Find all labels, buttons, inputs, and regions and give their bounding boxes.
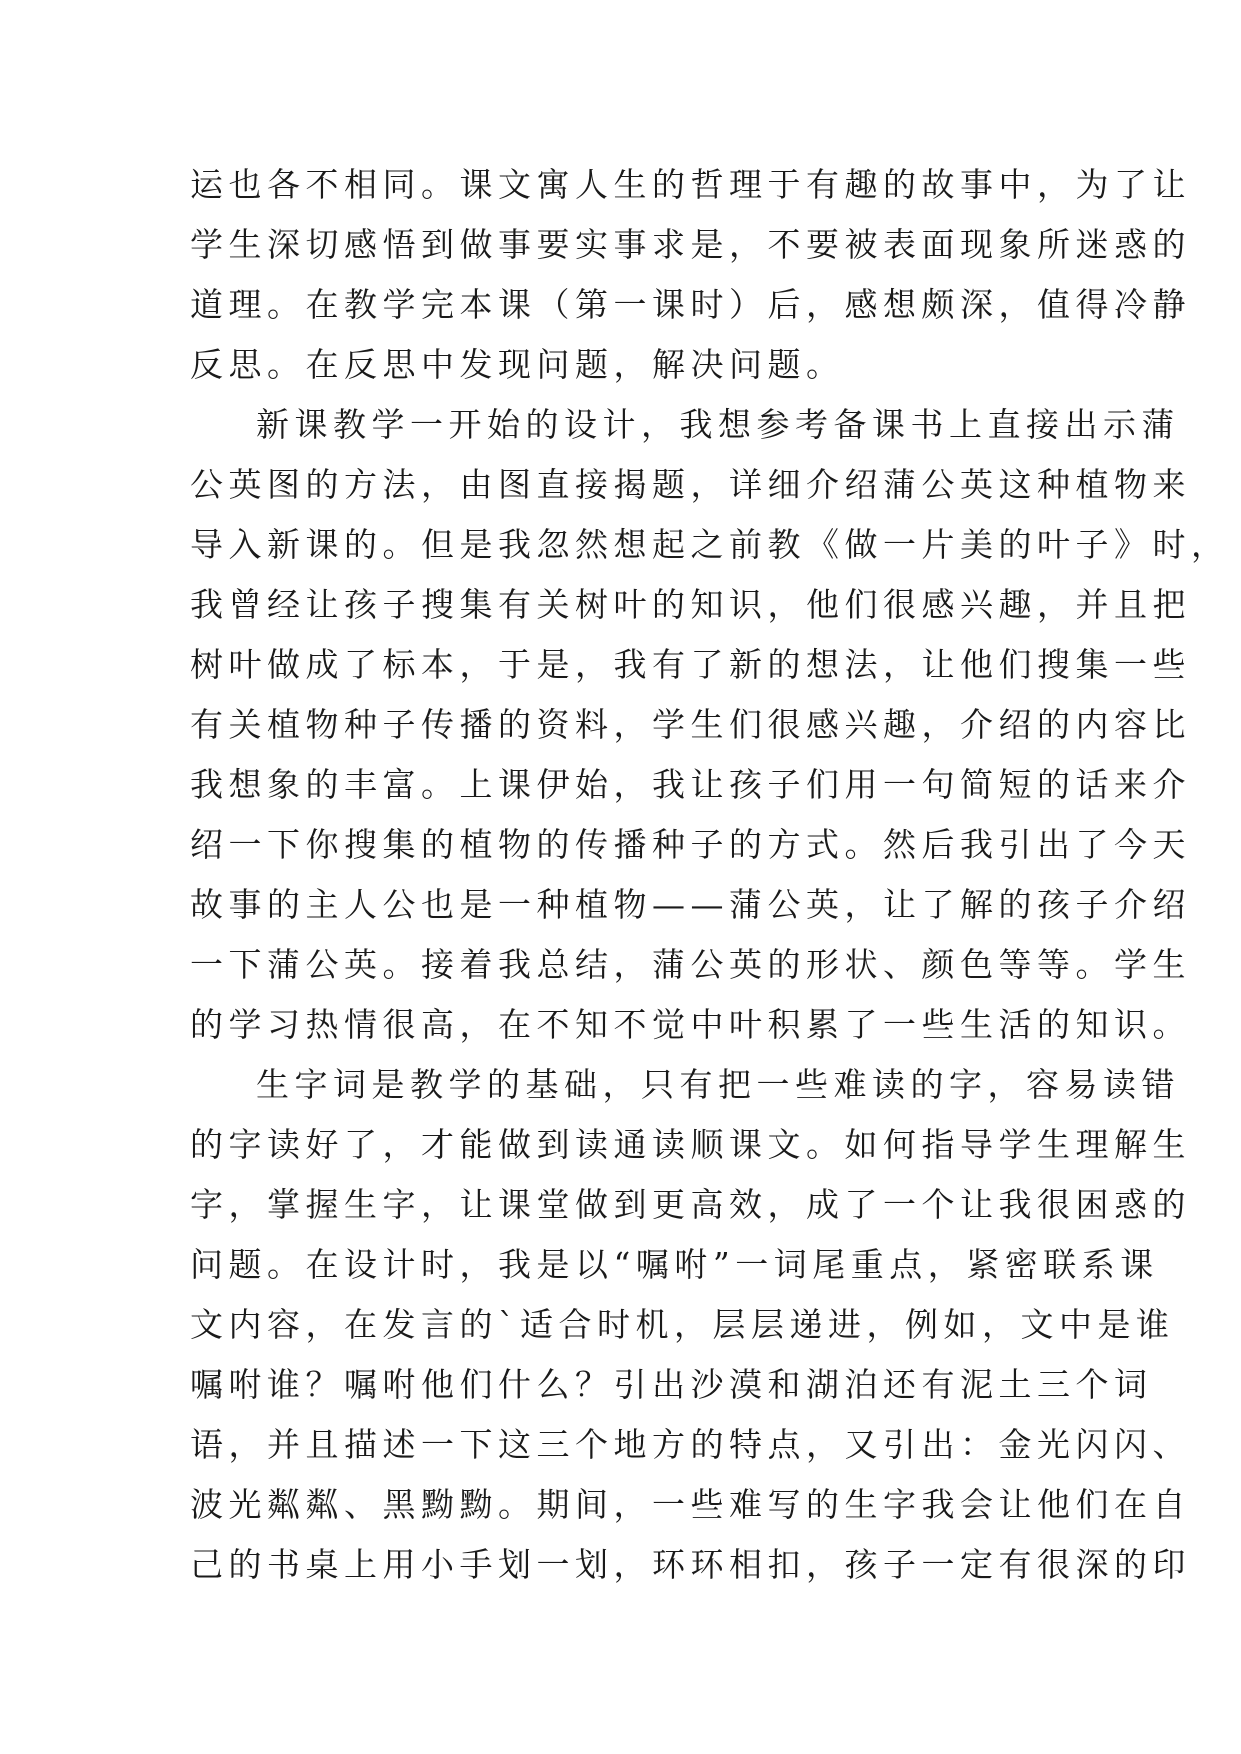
text-line: 反思。在反思中发现问题，解决问题。	[190, 345, 845, 384]
text-line: 一下蒲公英。接着我总结，蒲公英的形状、颜色等等。学生	[190, 945, 1191, 984]
text-line: 的字读好了，才能做到读通读顺课文。如何指导学生理解生	[190, 1125, 1191, 1164]
text-line: 字，掌握生字，让课堂做到更高效，成了一个让我很困惑的	[190, 1185, 1191, 1224]
text-line: 嘱咐谁？嘱咐他们什么？引出沙漠和湖泊还有泥土三个词	[190, 1365, 1153, 1404]
text-line: 学生深切感悟到做事要实事求是，不要被表面现象所迷惑的	[190, 225, 1191, 264]
text-line: 道理。在教学完本课（第一课时）后，感想颇深，值得冷静	[190, 285, 1191, 324]
text-line: 问题。在设计时，我是以“嘱咐”一词尾重点，紧密联系课	[190, 1245, 1159, 1284]
text-line: 运也各不相同。课文寓人生的哲理于有趣的故事中，为了让	[190, 165, 1191, 204]
body-text	[190, 155, 1230, 1595]
text-line: 我想象的丰富。上课伊始，我让孩子们用一句简短的话来介	[190, 765, 1191, 804]
text-line: 树叶做成了标本，于是，我有了新的想法，让他们搜集一些	[190, 645, 1191, 684]
text-line: 己的书桌上用小手划一划，环环相扣，孩子一定有很深的印	[190, 1545, 1191, 1584]
text-line: 绍一下你搜集的植物的传播种子的方式。然后我引出了今天	[190, 825, 1191, 864]
text-line: 我曾经让孩子搜集有关树叶的知识，他们很感兴趣，并且把	[190, 585, 1191, 624]
text-line: 导入新课的。但是我忽然想起之前教《做一片美的叶子》时，	[190, 525, 1230, 564]
text-line: 语，并且描述一下这三个地方的特点，又引出：金光闪闪、	[190, 1425, 1191, 1464]
text-line: 的学习热情很高，在不知不觉中叶积累了一些生活的知识。	[190, 1005, 1191, 1044]
text-line: 公英图的方法，由图直接揭题，详细介绍蒲公英这种植物来	[190, 465, 1191, 504]
paragraph-start-line: 生字词是教学的基础，只有把一些难读的字，容易读错	[256, 1065, 1180, 1104]
text-line: 有关植物种子传播的资料，学生们很感兴趣，介绍的内容比	[190, 705, 1191, 744]
text-line: 故事的主人公也是一种植物——蒲公英，让了解的孩子介绍	[190, 885, 1191, 924]
paragraph-start-line: 新课教学一开始的设计，我想参考备课书上直接出示蒲	[256, 405, 1180, 444]
text-line: 文内容，在发言的`适合时机，层层递进，例如，文中是谁	[190, 1305, 1175, 1344]
text-line: 波光粼粼、黑黝黝。期间，一些难写的生字我会让他们在自	[190, 1485, 1191, 1524]
